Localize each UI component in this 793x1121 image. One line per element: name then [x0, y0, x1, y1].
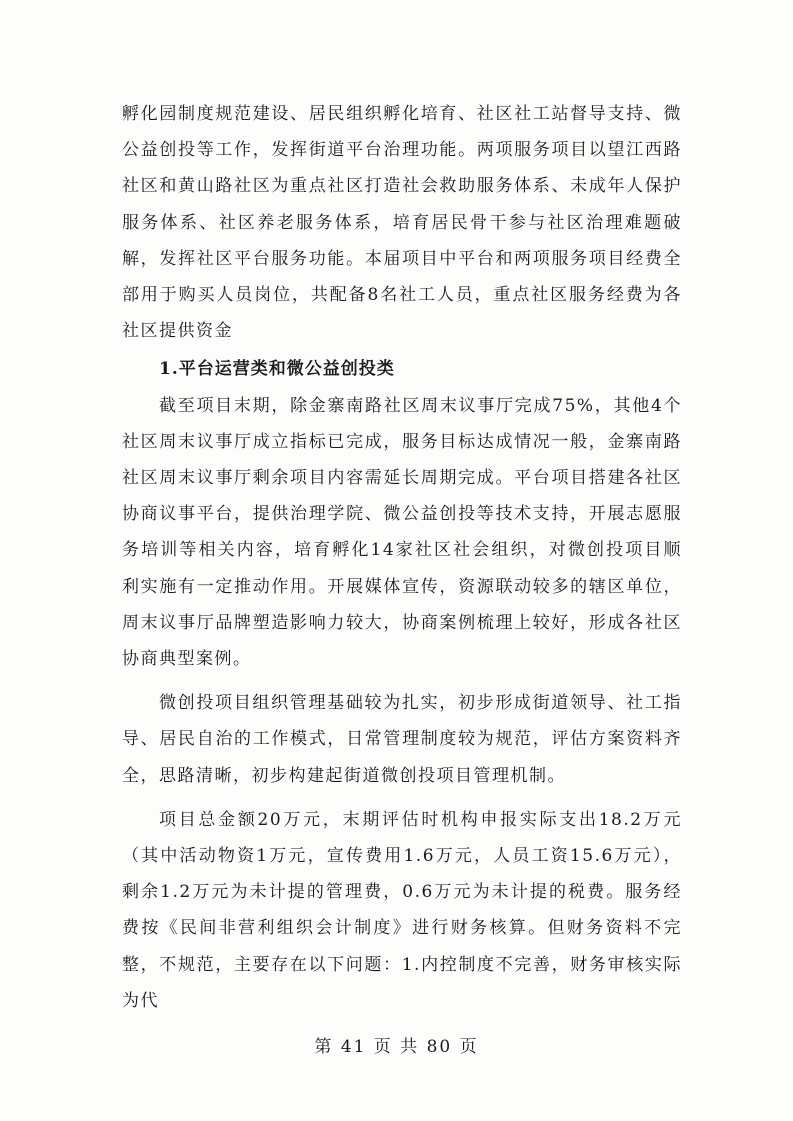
paragraph-intro-continued: 孵化园制度规范建设、居民组织孵化培育、社区社工站督导支持、微公益创投等工作，发挥街道平台治理功能。两项服务项目以望江西路社区和黄山路社区为重点社区打造社会救助服务体系、未成年人保护服务体系、社区养老服务体系，培育居民骨干参与社区治理难题破解，发挥社区平台服务功能。本届项目中平台和两项服务项目经费全部用于购买人员岗位，共配备8名社工人员，重点社区服务经费为各社区提供资金 — [122, 104, 682, 342]
paragraph-management: 微创投项目组织管理基础较为扎实，初步形成街道领导、社工指导、居民自治的工作模式，日常管理制度较为规范，评估方案资料齐全，思路清晰，初步构建起街道微创投项目管理机制。 — [122, 693, 682, 786]
section-heading: 1.平台运营类和微公益创投类 — [159, 359, 395, 380]
paragraph-progress: 截至项目末期，除金寨南路社区周末议事厅完成75%，其他4个社区周末议事厅成立指标已完成，服务目标达成情况一般，金寨南路社区周末议事厅剩余项目内容需延长周期完成。平台项目搭建各社区协商议事平台，提供治理学院、微公益创投等技术支持，开展志愿服务培训等相关内容，培育孵化14家社区社会组织，对微创投项目顺利实施有一定推动作用。开展媒体宣传，资源联动较多的辖区单位，周末议事厅品牌塑造影响力较大，协商案例梳理上较好，形成各社区协商典型案例。 — [122, 395, 682, 670]
paragraph-finance: 项目总金额20万元，末期评估时机构申报实际支出18.2万元（其中活动物资1万元，宣传费用1.6万元，人员工资15.6万元），剩余1.2万元为未计提的管理费，0.6万元为未计提的税费。服务经费按《民间非营利组织会计制度》进行财务核算。但财务资料不完整，不规范，主要存在以下问题：1.内控制度不完善，财务审核实际为代 — [122, 809, 682, 1011]
page-number: 第 41 页 共 80 页 — [314, 1037, 479, 1057]
page-body — [122, 96, 682, 1019]
